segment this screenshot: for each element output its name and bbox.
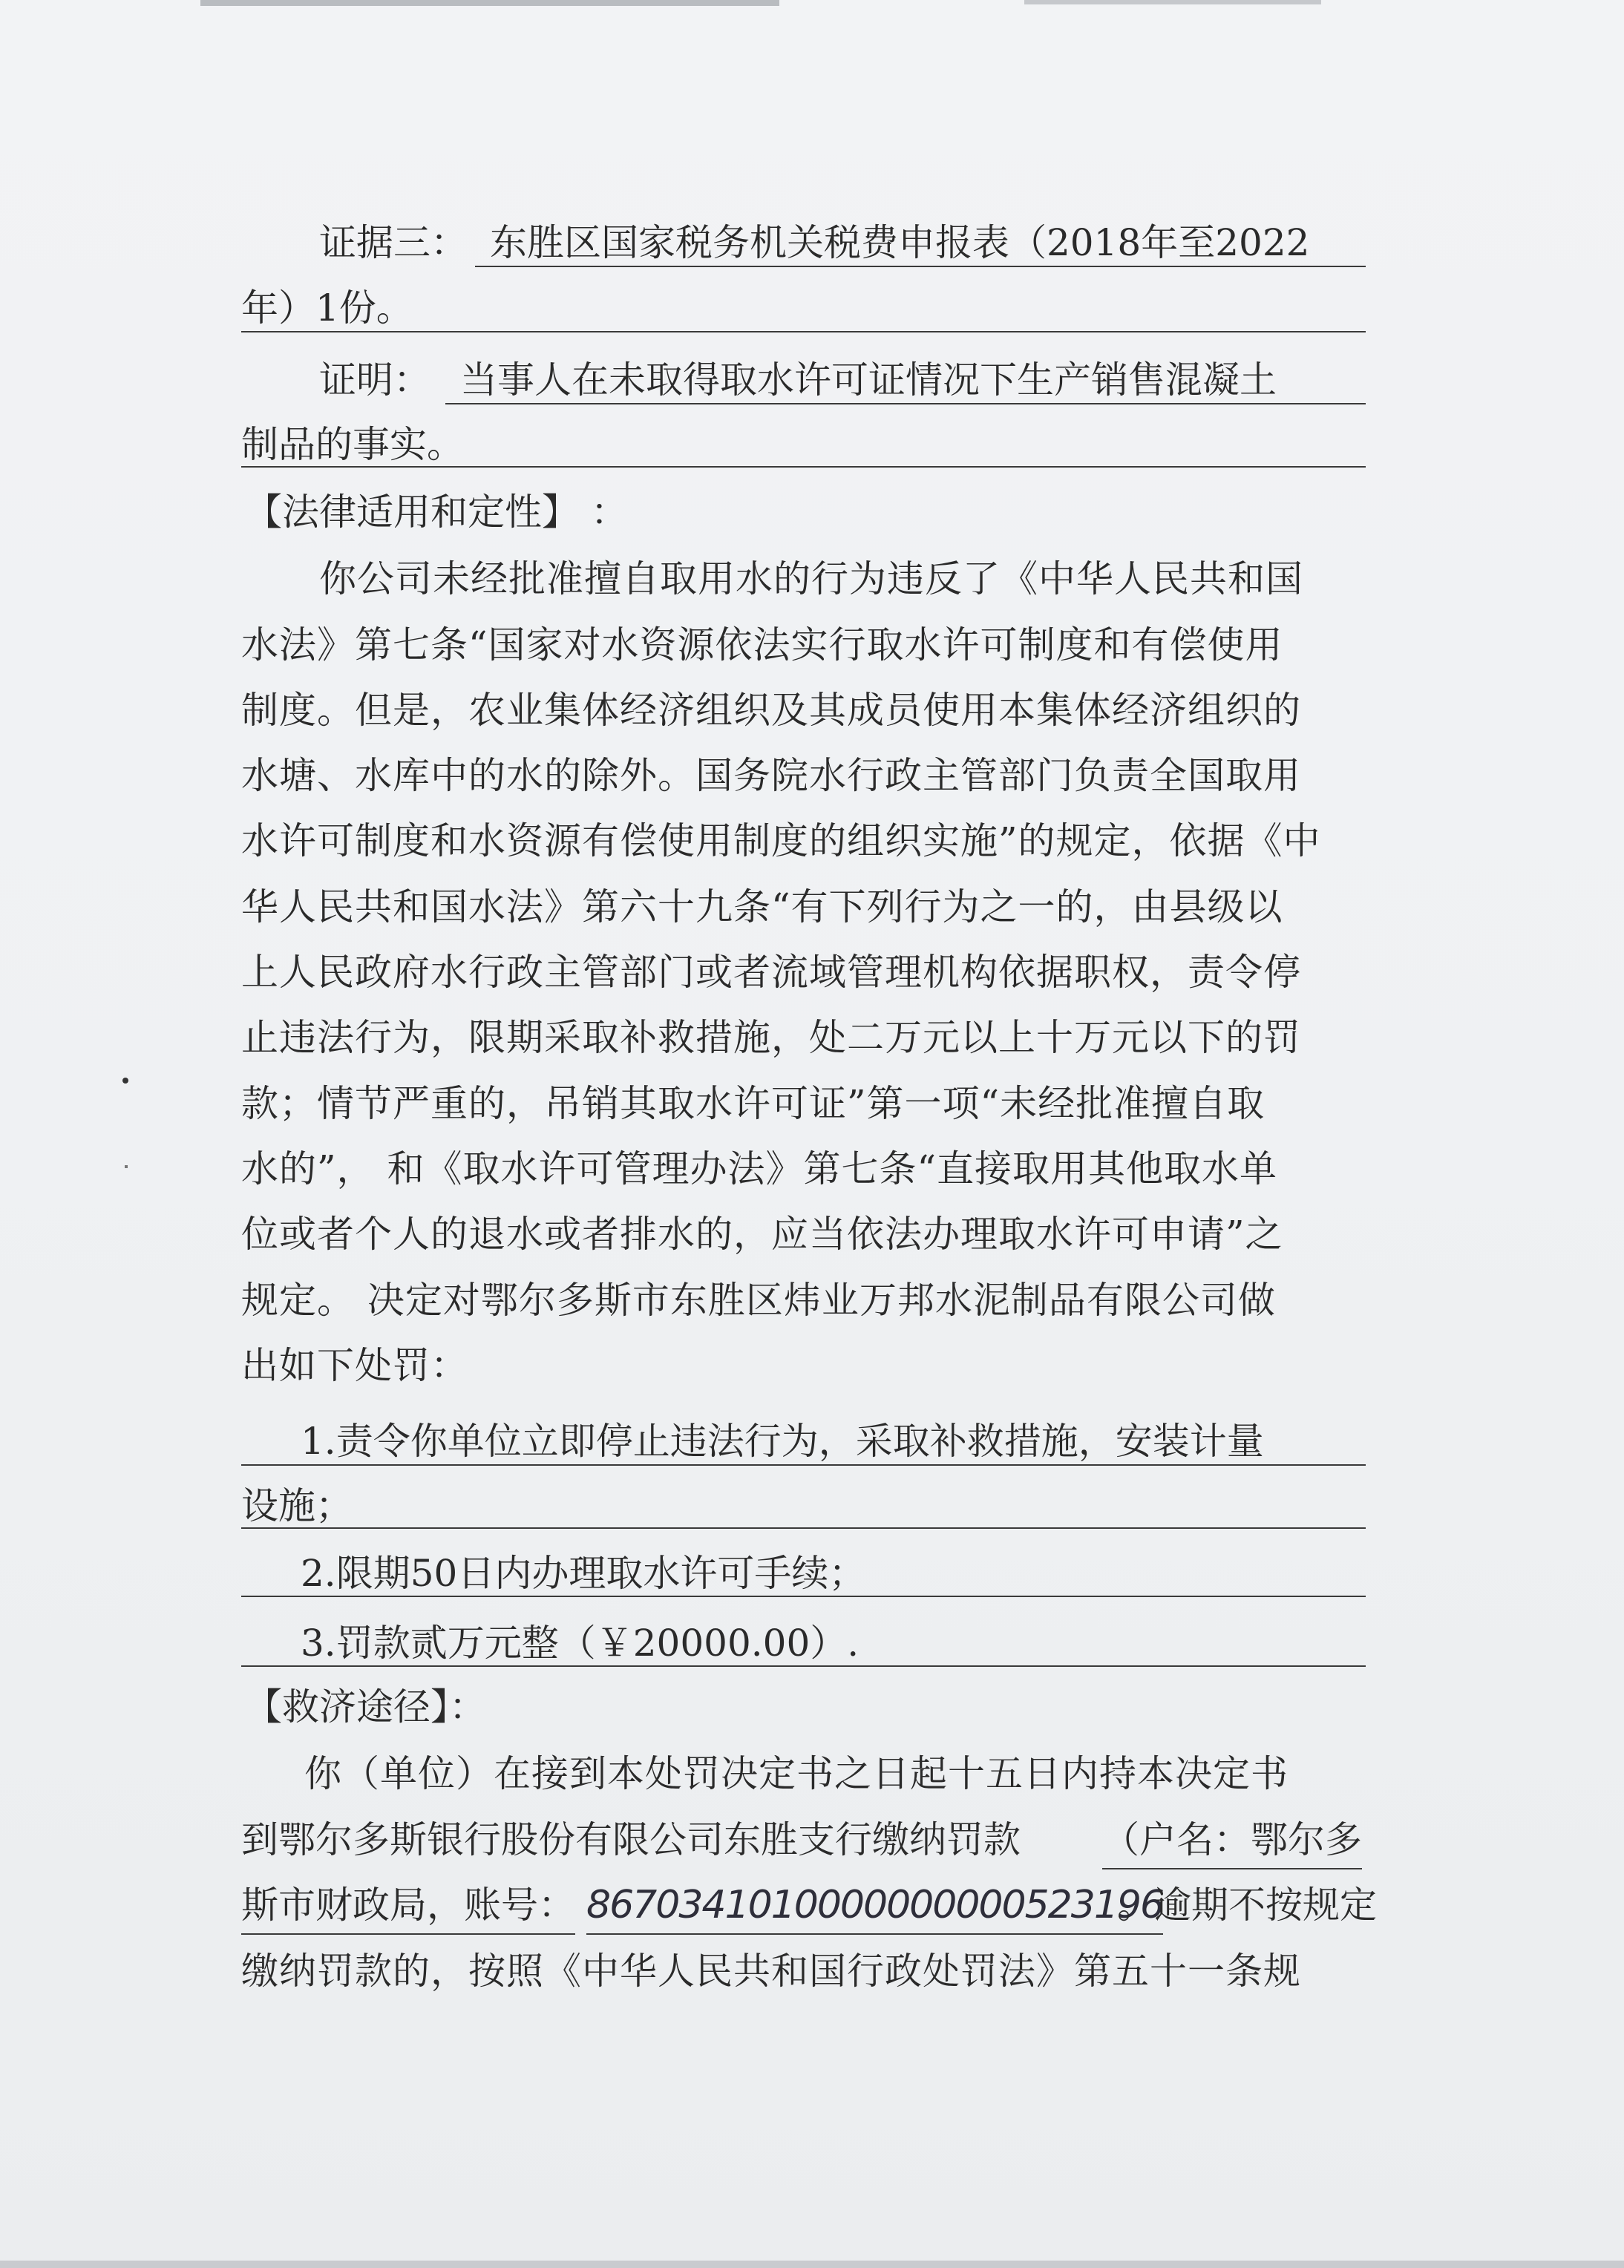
remedy-line-4: 缴纳罚款的，按照《中华人民共和国行政处罚法》第五十一条规 [241, 1950, 1301, 1993]
ink-dot [122, 1078, 128, 1084]
evidence-underline-1 [475, 266, 1366, 267]
proof-value-line2: 制品的事实。 [241, 423, 464, 466]
legal-line: 水的”， 和《取水许可管理办法》第七条“直接取用其他取水单 [241, 1147, 1278, 1190]
remedy-line-1: 你（单位）在接到本处罚决定书之日起十五日内持本决定书 [304, 1752, 1289, 1795]
paper-edge-bottom [0, 2261, 1624, 2268]
legal-line: 制度。但是，农业集体经济组织及其成员使用本集体经济组织的 [241, 689, 1301, 732]
remedy-line-2-a: 到鄂尔多斯银行股份有限公司东胜支行缴纳罚款 [241, 1818, 1021, 1861]
account-number-handwritten: 8670341010000000000523196 [586, 1874, 1163, 1935]
legal-line: 你公司未经批准擅自取用水的行为违反了《中华人民共和国 [319, 557, 1303, 600]
legal-line: 华人民共和国水法》第六十九条“有下列行为之一的，由县级以 [241, 885, 1283, 928]
legal-line: 止违法行为，限期采取补救措施，处二万元以上十万元以下的罚 [241, 1016, 1301, 1059]
legal-line: 款；情节严重的，吊销其取水许可证”第一项“未经批准擅自取 [241, 1082, 1266, 1125]
legal-line: 规定。 决定对鄂尔多斯市东胜区炜业万邦水泥制品有限公司做 [241, 1279, 1276, 1322]
evidence-value-line1: 东胜区国家税务机关税费申报表（2018年至2022 [490, 221, 1310, 264]
evidence-underline-2 [241, 331, 1366, 332]
legal-line: 位或者个人的退水或者排水的，应当依法办理取水许可申请”之 [241, 1213, 1283, 1256]
evidence-value-line2: 年）1份。 [241, 286, 413, 330]
remedy-line-2-b: （户名：鄂尔多 [1102, 1809, 1362, 1869]
paper-edge-top-right [1024, 0, 1321, 4]
remedy-heading: 【救济途径】： [245, 1685, 486, 1728]
ink-speck [125, 1165, 128, 1168]
proof-underline-1 [445, 403, 1366, 404]
proof-label: 证明： [319, 358, 430, 402]
penalty-underline-3 [241, 1596, 1366, 1597]
remedy-line-3-a: 斯市财政局，账号： [241, 1874, 575, 1935]
remedy-line-3-b: 。逾期不按规定 [1117, 1884, 1377, 1927]
penalty-item-1-line2: 设施； [241, 1484, 353, 1527]
proof-value-line1: 当事人在未取得取水许可证情况下生产销售混凝土 [460, 358, 1277, 402]
evidence-label: 证据三： [319, 221, 468, 264]
paper-edge-top [200, 0, 779, 6]
legal-line: 出如下处罚： [241, 1344, 468, 1387]
penalty-underline-4 [241, 1665, 1366, 1667]
legal-line: 水许可制度和水资源有偿使用制度的组织实施”的规定，依据《中 [241, 819, 1321, 862]
legal-line: 水法》第七条“国家对水资源依法实行取水许可制度和有偿使用 [241, 623, 1283, 666]
penalty-underline-2 [241, 1527, 1366, 1529]
penalty-item-3: 3.罚款贰万元整（￥20000.00）. [301, 1622, 860, 1665]
legal-line: 水塘、水库中的水的除外。国务院水行政主管部门负责全国取用 [241, 754, 1301, 797]
penalty-item-2: 2.限期50日内办理取水许可手续； [301, 1552, 866, 1595]
penalty-item-1-line1: 1.责令你单位立即停止违法行为，采取补救措施，安装计量 [301, 1420, 1264, 1463]
legal-heading: 【法律适用和定性】 ： [245, 491, 628, 534]
penalty-underline-1 [241, 1464, 1366, 1466]
proof-underline-2 [241, 466, 1366, 468]
legal-line: 上人民政府水行政主管部门或者流域管理机构依据职权，责令停 [241, 951, 1301, 994]
